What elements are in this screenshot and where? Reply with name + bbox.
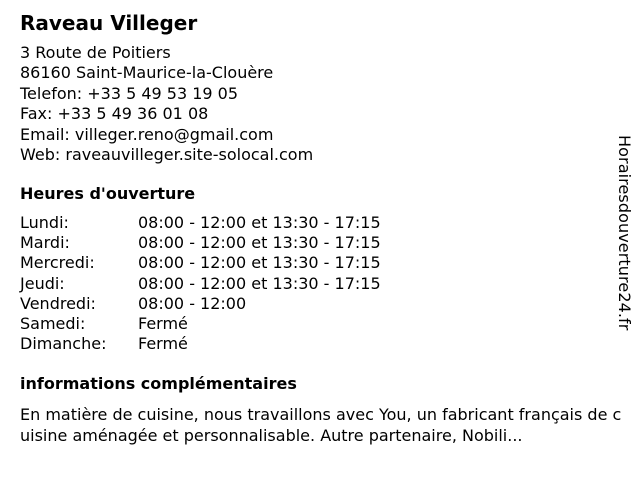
hours-row-mardi	[20, 233, 381, 253]
hours-day: Jeudi:	[20, 273, 65, 293]
phone-number: Telefon: +33 5 49 53 19 05	[20, 83, 239, 103]
hours-time: Fermé	[138, 314, 188, 334]
hours-row-samedi	[20, 314, 381, 334]
hours-day: Mardi:	[20, 233, 70, 253]
hours-time: 08:00 - 12:00 et 13:30 - 17:15	[138, 213, 381, 232]
hours-day: Vendredi:	[20, 293, 96, 313]
info-text: En matière de cuisine, nous travaillons avec You, un fabricant français de cuisine aménagée et personnalisable. Autre partenaire, Nobili...	[20, 405, 622, 445]
site-watermark: Horairesdouverture24.fr	[615, 135, 634, 331]
hours-row-lundi	[20, 213, 381, 233]
contact-block	[20, 43, 313, 165]
address-street: 3 Route de Poitiers	[20, 43, 171, 62]
hours-time: 08:00 - 12:00 et 13:30 - 17:15	[138, 233, 381, 253]
hours-table	[20, 213, 381, 354]
hours-row-vendredi	[20, 294, 381, 314]
hours-time: 08:00 - 12:00	[138, 293, 247, 313]
hours-heading: Heures d'ouverture	[20, 184, 196, 203]
hours-day: Dimanche:	[20, 334, 107, 354]
hours-day: Mercredi:	[20, 253, 95, 273]
hours-row-dimanche	[20, 334, 381, 354]
website: Web: raveauvilleger.site-solocal.com	[20, 145, 314, 165]
hours-time: 08:00 - 12:00 et 13:30 - 17:15	[138, 273, 381, 293]
info-heading: informations complémentaires	[20, 374, 297, 393]
hours-row-mercredi	[20, 253, 381, 273]
hours-row-jeudi	[20, 274, 381, 294]
address-city: 86160 Saint-Maurice-la-Clouère	[20, 63, 274, 83]
hours-day: Samedi:	[20, 314, 86, 334]
hours-day: Lundi:	[20, 213, 69, 232]
hours-time: 08:00 - 12:00 et 13:30 - 17:15	[138, 253, 381, 273]
fax-number: Fax: +33 5 49 36 01 08	[20, 104, 209, 124]
email-address: Email: villeger.reno@gmail.com	[20, 124, 274, 144]
hours-time: Fermé	[138, 334, 188, 354]
business-name: Raveau Villeger	[20, 11, 198, 35]
